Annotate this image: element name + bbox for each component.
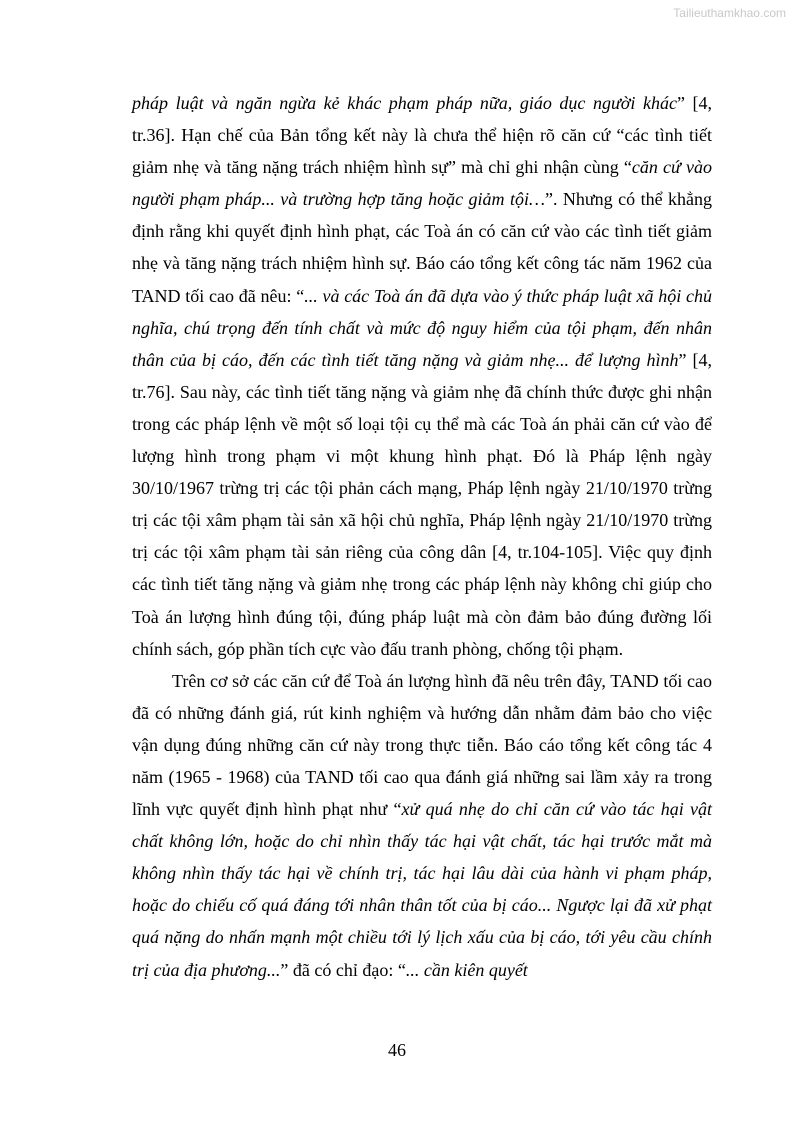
document-body (132, 87, 712, 986)
page-number: 46 (388, 1040, 406, 1060)
paragraph-1 (132, 87, 712, 665)
italic-quote-run: ... cần kiên quyết (405, 959, 528, 980)
text-run: ” [4, tr.36]. Hạn chế của Bản tổng kết này là chưa thể hiện rõ căn cứ “các tình tiết giảm nhẹ và tăng nặng trách nhiệm hình sự” mà chỉ ghi nhận cùng “ (132, 93, 712, 178)
text-run: ” [4, tr.76]. Sau này, các tình tiết tăng nặng và giảm nhẹ đã chính thức được ghi nhận trong các pháp lệnh về một số loại tội cụ thể mà các Toà án phải căn cứ vào để lượng hình trong phạm vi một khung hình phạt. Đó là Pháp lệnh ngày 30/10/1967 trừng trị các tội phản cách mạng, Pháp lệnh ngày 21/10/1970 trừng trị các tội xâm phạm tài sản xã hội chủ nghĩa, Pháp lệnh ngày 21/10/1970 trừng trị các tội xâm phạm tài sản riêng của công dân [4, tr.104-105]. Việc quy định các tình tiết tăng nặng và giảm nhẹ trong các pháp lệnh này không chỉ giúp cho Toà án lượng hình đúng tội, đúng pháp luật mà còn đảm bảo đúng đường lối chính sách, góp phần tích cực vào đấu tranh phòng, chống tội phạm. (132, 349, 712, 659)
italic-quote-run: pháp luật và ngăn ngừa kẻ khác phạm pháp nữa, giáo dục người khác (132, 93, 677, 113)
italic-quote-run: căn cứ vào người phạm pháp... và trường hợp tăng hoặc giảm tội… (132, 157, 712, 210)
text-run: ”. Nhưng có thể khẳng định rằng khi quyết định hình phạt, các Toà án có căn cứ vào các tình tiết giảm nhẹ và tăng nặng trách nhiệm hình sự. Báo cáo tổng kết công tác năm 1962 của TAND tối cao đã nêu: “ (132, 189, 712, 306)
italic-quote-run: xử quá nhẹ do chỉ căn cứ vào tác hại vật chất không lớn, hoặc do chỉ nhìn thấy tác hại vật chất, tác hại trước mắt mà không nhìn thấy tác hại về chính trị, tác hại lâu dài của hành vi phạm pháp, hoặc do chiếu cố quá đáng tới nhân thân tốt của bị cáo... Ngược lại đã xử phạt quá nặng do nhấn mạnh một chiều tới lý lịch xấu của bị cáo, tới yêu cầu chính trị của địa phương... (132, 799, 712, 980)
text-run: Trên cơ sở các căn cứ để Toà án lượng hình đã nêu trên đây, TAND tối cao đã có những đánh giá, rút kinh nghiệm và hướng dẫn nhằm đảm bảo cho việc vận dụng đúng những căn cứ này trong thực tiễn. Báo cáo tổng kết công tác 4 năm (1965 - 1968) của TAND tối cao qua đánh giá những sai lầm xảy ra trong lĩnh vực quyết định hình phạt như “ (132, 670, 712, 820)
italic-quote-run: ... và các Toà án đã dựa vào ý thức pháp luật xã hội chủ nghĩa, chú trọng đến tính chất và mức độ nguy hiểm của tội phạm, đến nhân thân của bị cáo, đến các tình tiết tăng nặng và giảm nhẹ... để lượng hình (132, 285, 713, 370)
text-run: ” đã có chỉ đạo: “ (280, 959, 406, 980)
paragraph-2 (132, 665, 712, 986)
watermark: Tailieuthamkhao.com (673, 6, 786, 20)
